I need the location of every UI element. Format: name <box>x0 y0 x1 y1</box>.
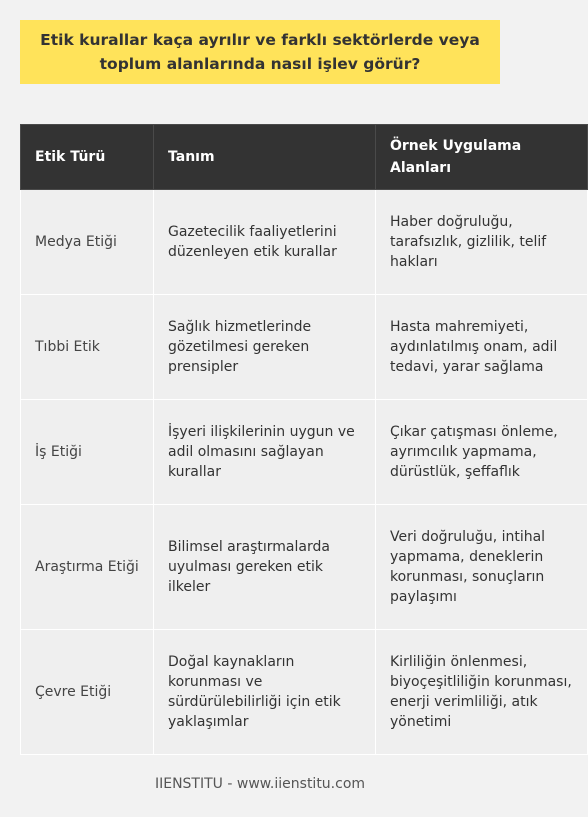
footer-source: IIENSTITU - www.iienstitu.com <box>154 776 366 792</box>
cell-ethics-type: Medya Etiği <box>21 190 154 295</box>
header-ethics-type: Etik Türü <box>21 125 154 190</box>
table-row <box>21 190 588 295</box>
cell-ethics-type: İş Etiği <box>21 400 154 505</box>
ethics-table <box>20 124 588 755</box>
cell-definition: Gazetecilik faaliyetlerini düzenleyen etik kurallar <box>154 190 376 295</box>
cell-definition: Sağlık hizmetlerinde gözetilmesi gereken prensipler <box>154 295 376 400</box>
table-header-row <box>21 125 588 190</box>
cell-example-areas: Veri doğruluğu, intihal yapmama, deneklerin korunması, sonuçların paylaşımı <box>376 505 588 630</box>
cell-ethics-type: Araştırma Etiği <box>21 505 154 630</box>
page-title: Etik kurallar kaça ayrılır ve farklı sektörlerde veya toplum alanlarında nasıl işlev görür? <box>40 31 480 73</box>
cell-ethics-type: Çevre Etiği <box>21 630 154 755</box>
cell-definition: Bilimsel araştırmalarda uyulması gereken etik ilkeler <box>154 505 376 630</box>
cell-definition: İşyeri ilişkilerinin uygun ve adil olmasını sağlayan kurallar <box>154 400 376 505</box>
header-example-areas: Örnek Uygulama Alanları <box>376 125 588 190</box>
table-row <box>21 295 588 400</box>
table-row <box>21 630 588 755</box>
cell-example-areas: Çıkar çatışması önleme, ayrımcılık yapmama, dürüstlük, şeffaflık <box>376 400 588 505</box>
cell-example-areas: Kirliliğin önlenmesi, biyoçeşitliliğin korunması, enerji verimliliği, atık yönetimi <box>376 630 588 755</box>
table-row <box>21 400 588 505</box>
cell-ethics-type: Tıbbi Etik <box>21 295 154 400</box>
cell-definition: Doğal kaynakların korunması ve sürdürülebilirliği için etik yaklaşımlar <box>154 630 376 755</box>
table-row <box>21 505 588 630</box>
cell-example-areas: Haber doğruluğu, tarafsızlık, gizlilik, telif hakları <box>376 190 588 295</box>
cell-example-areas: Hasta mahremiyeti, aydınlatılmış onam, adil tedavi, yarar sağlama <box>376 295 588 400</box>
header-definition: Tanım <box>154 125 376 190</box>
title-banner <box>20 20 500 84</box>
